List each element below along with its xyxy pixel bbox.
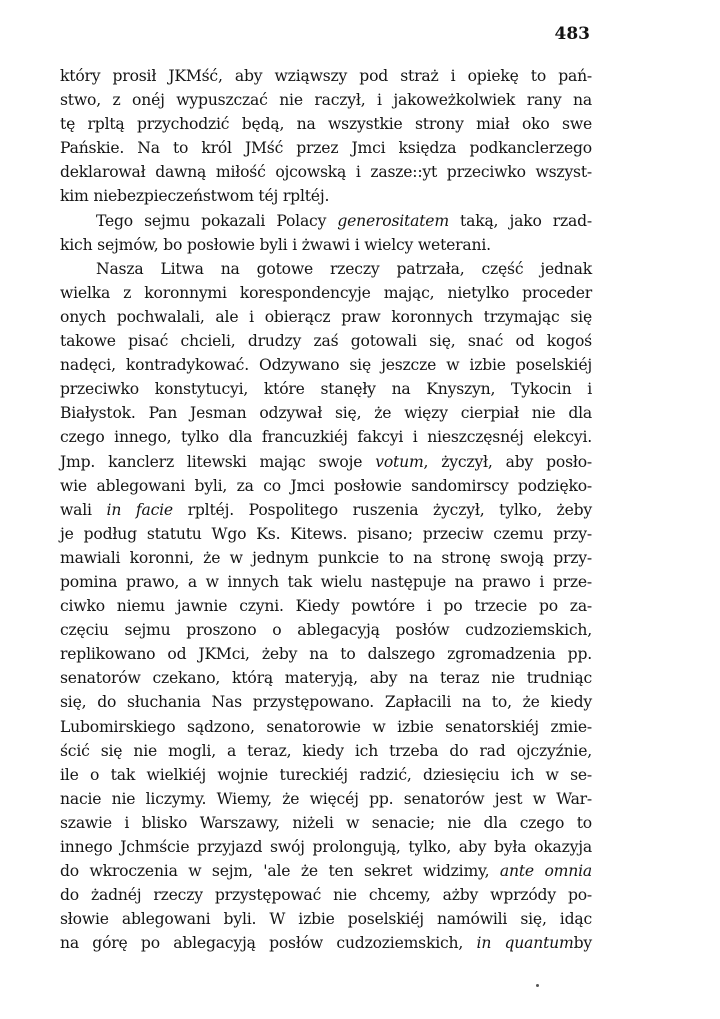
text-segment: na górę po ablegacyją posłów cudzoziemskich,: [60, 934, 477, 953]
italic-term: in facie: [106, 500, 173, 519]
text-line: onych pochwalali, ale i obierącz praw koronnych trzymając się: [60, 307, 592, 326]
text-line: do żadnéj rzeczy przystępować nie chcemy, ażby wprzódy po-: [60, 886, 592, 905]
text-segment: rpltéj. Pospolitego ruszenia życzył, tylko, żeby: [172, 500, 592, 519]
text-line: kim niebezpieczeństwom téj rpltéj.: [60, 187, 330, 206]
italic-term: votum: [375, 452, 424, 471]
text-segment: , życzył, aby posło-: [423, 452, 592, 471]
italic-term: generositatem: [337, 211, 449, 230]
text-line: Białystok. Pan Jesman odzywał się, że więzy cierpiał nie dla: [60, 404, 592, 423]
text-line: Pańskie. Na to król JMść przez Jmci księdza podkanclerzego: [60, 139, 592, 158]
italic-term: ante omnia: [499, 862, 592, 881]
text-line: tę rpltą przychodzić będą, na wszystkie strony miał oko swe: [60, 115, 592, 134]
text-segment: taką, jako rzad-: [448, 211, 592, 230]
text-segment: by: [573, 934, 592, 953]
text-line: ciwko niemu jawnie czyni. Kiedy powtóre i po trzecie po za-: [60, 597, 592, 616]
text-line: senatorów czekano, którą materyją, aby na teraz nie trudniąc: [60, 669, 592, 688]
text-segment: do wkroczenia w sejm, 'ale że ten sekret widzimy,: [60, 862, 500, 881]
text-line: mawiali koronni, że w jednym punkcie to na stronę swoją przy-: [60, 548, 592, 567]
text-line: [60, 859, 592, 883]
text-line: przeciwko konstytucyi, które stanęły na Knyszyn, Tykocin i: [60, 380, 592, 399]
text-line: pomina prawo, a w innych tak wielu następuje na prawo i prze-: [60, 572, 592, 591]
body-text: [60, 64, 592, 955]
text-line: Nasza Litwa na gotowe rzeczy patrzała, część jednak: [96, 259, 592, 278]
text-line: wie ablegowani byli, za co Jmci posłowie sandomirscy podzięko-: [60, 476, 592, 495]
text-line: deklarował dawną miłość ojcowską i zasze::yt przeciwko wszyst-: [60, 163, 592, 182]
text-line: je podług statutu Wgo Ks. Kitews. pisano; przeciw czemu przy-: [60, 524, 592, 543]
text-line: replikowano od JKMci, żeby na to dalszego zgromadzenia pp.: [60, 645, 592, 664]
text-line: [60, 450, 592, 474]
text-line: [60, 209, 592, 233]
text-line: który prosił JKMść, aby wziąwszy pod straż i opiekę to pań-: [60, 67, 592, 85]
italic-term: in quantum: [476, 934, 574, 953]
print-speck: [536, 984, 539, 987]
text-line: takowe pisać chcieli, drudzy zaś gotowali się, snać od kogoś: [60, 332, 592, 351]
text-line: czego innego, tylko dla francuzkiéj fakcyi i nieszczęsnéj elekcyi.: [60, 428, 592, 447]
text-line: [60, 498, 592, 522]
text-line: stwo, z onéj wypuszczać nie raczył, i jakoweżkolwiek rany na: [60, 91, 592, 110]
text-segment: wali: [60, 500, 107, 519]
text-line: się, do słuchania Nas przystępowano. Zapłacili na to, że kiedy: [60, 693, 592, 712]
text-line: nadęci, kontradykować. Odzywano się jeszcze w izbie poselskiéj: [60, 356, 592, 375]
text-line: Lubomirskiego sądzono, senatorowie w izbie senatorskiéj zmie-: [60, 717, 592, 736]
text-line: częciu sejmu proszono o ablegacyją posłów cudzoziemskich,: [60, 621, 592, 640]
page-number: 483: [554, 24, 590, 44]
text-line: nacie nie liczymy. Wiemy, że więcéj pp. senatorów jest w War-: [60, 789, 592, 808]
text-line: [60, 931, 592, 955]
text-line: szawie i blisko Warszawy, niżeli w senacie; nie dla czego to: [60, 813, 592, 832]
text-line: słowie ablegowani byli. W izbie poselskiéj namówili się, idąc: [60, 910, 592, 929]
text-line: kich sejmów, bo posłowie byli i żwawi i wielcy weterani.: [60, 235, 491, 254]
text-line: innego Jchmście przyjazd swój prolongują, tylko, aby była okazyja: [60, 838, 592, 856]
text-segment: Tego sejmu pokazali Polacy: [96, 211, 338, 230]
text-segment: Jmp. kanclerz litewski mając swoje: [60, 452, 376, 471]
text-line: ile o tak wielkiéj wojnie tureckiéj radzić, dziesięciu ich w se-: [60, 765, 592, 784]
text-line: ścić się nie mogli, a teraz, kiedy ich trzeba do rad ojczyźnie,: [60, 741, 592, 760]
text-line: wielka z koronnymi korespondencyje mając, nietylko proceder: [60, 283, 592, 302]
